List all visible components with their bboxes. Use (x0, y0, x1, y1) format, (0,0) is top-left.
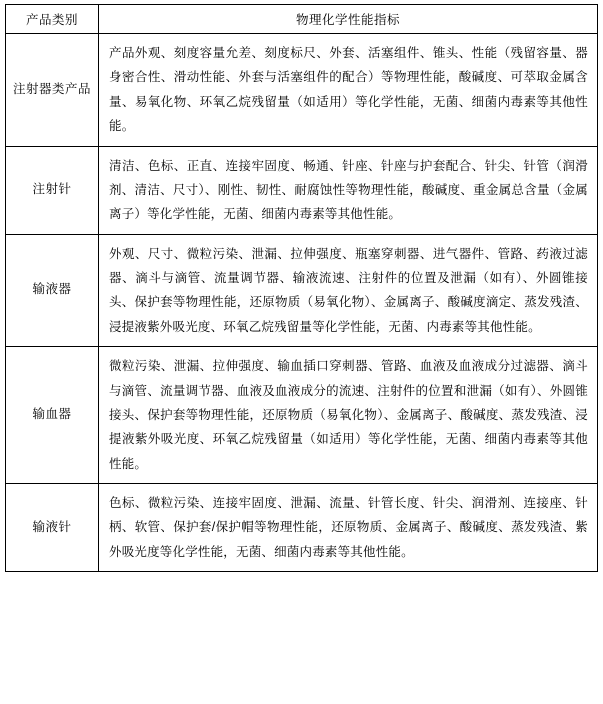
cell-category: 输血器 (6, 347, 99, 484)
cell-category: 输液器 (6, 234, 99, 347)
table-row (6, 146, 598, 234)
table-row (6, 347, 598, 484)
cell-indicators: 外观、尺寸、微粒污染、泄漏、拉伸强度、瓶塞穿刺器、进气器件、管路、药液过滤器、滴斗与滴管、流量调节器、输液流速、注射件的位置及泄漏（如有）、外圆锥接头、保护套等物理性能，还原物质（易氧化物）、金属离子、酸碱度滴定、蒸发残渣、浸提液紫外吸光度、环氧乙烷残留量等化学性能，无菌、内毒素等其他性能。 (99, 234, 598, 347)
table-row (6, 234, 598, 347)
cell-indicators: 产品外观、刻度容量允差、刻度标尺、外套、活塞组件、锥头、性能（残留容量、器身密合性、滑动性能、外套与活塞组件的配合）等物理性能，酸碱度、可萃取金属含量、易氧化物、环氧乙烷残留量（如适用）等化学性能，无菌、细菌内毒素等其他性能。 (99, 34, 598, 147)
cell-indicators: 清洁、色标、正直、连接牢固度、畅通、针座、针座与护套配合、针尖、针管（润滑剂、清洁、尺寸）、刚性、韧性、耐腐蚀性等物理性能，酸碱度、重金属总含量（金属离子）等化学性能，无菌、细菌内毒素等其他性能。 (99, 146, 598, 234)
product-specification-table (5, 4, 598, 572)
column-header-indicators: 物理化学性能指标 (99, 5, 598, 34)
table-header (6, 5, 598, 34)
cell-indicators: 色标、微粒污染、连接牢固度、泄漏、流量、针管长度、针尖、润滑剂、连接座、针柄、软管、保护套/保护帽等物理性能，还原物质、金属离子、酸碱度、蒸发残渣、紫外吸光度等化学性能，无菌、细菌内毒素等其他性能。 (99, 484, 598, 572)
table-row (6, 34, 598, 147)
table-row (6, 484, 598, 572)
table-header-row (6, 5, 598, 34)
cell-category: 注射器类产品 (6, 34, 99, 147)
cell-category: 输液针 (6, 484, 99, 572)
table-body (6, 34, 598, 572)
column-header-category: 产品类别 (6, 5, 99, 34)
cell-indicators: 微粒污染、泄漏、拉伸强度、输血插口穿刺器、管路、血液及血液成分过滤器、滴斗与滴管、流量调节器、血液及血液成分的流速、注射件的位置和泄漏（如有）、外圆锥接头、保护套等物理性能，还原物质（易氧化物）、金属离子、酸碱度、蒸发残渣、浸提液紫外吸光度、环氧乙烷残留量（如适用）等化学性能，无菌、细菌内毒素等其他性能。 (99, 347, 598, 484)
cell-category: 注射针 (6, 146, 99, 234)
